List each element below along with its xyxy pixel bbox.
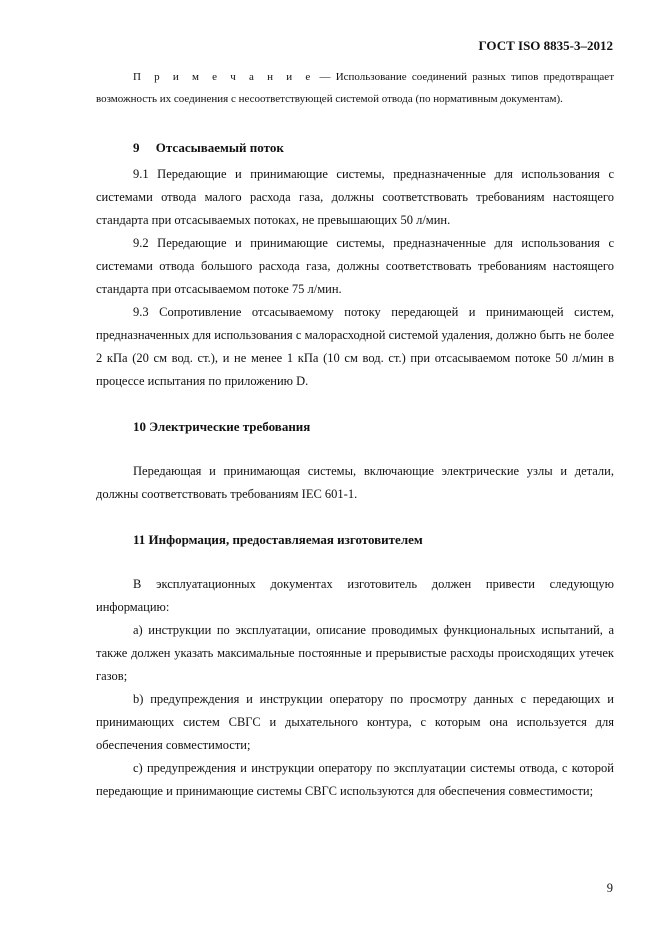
list-item-b: b) предупреждения и инструкции оператору по просмотру данных с передающих и принимающих систем СВГС и дыхательного контура, с которым она используется для обеспечения совместимости;	[96, 692, 614, 752]
section-10-heading: 10 Электрические требования	[133, 419, 311, 434]
document-header: ГОСТ ISO 8835-3–2012	[478, 38, 613, 53]
paragraph-9-2: 9.2 Передающие и принимающие системы, предназначенные для использования с системами отвода большого расхода газа, должны соответствовать требованиям настоящего стандарта при отсасываемом потоке 75 л/мин.	[96, 236, 614, 296]
section-9-heading: 9 Отсасываемый поток	[133, 140, 284, 155]
note-text: — Использование соединений разных типов предотвращает возможность их соединения с несоответствующей системой отвода (по нормативным документам).	[96, 71, 614, 105]
paragraph-9-1: 9.1 Передающие и принимающие системы, предназначенные для использования с системами отвода малого расхода газа, должны соответствовать требованиям настоящего стандарта при отсасываемых потоках, не превышающих 50 л/мин.	[96, 167, 614, 227]
list-item-c: c) предупреждения и инструкции оператору по эксплуатации системы отвода, с которой передающие и принимающие системы СВГС используются для обеспечения совместимости;	[96, 761, 614, 798]
page-content	[96, 66, 614, 803]
paragraph-9-3: 9.3 Сопротивление отсасываемому потоку передающей и принимающей систем, предназначенных для использования с малорасходной системой удаления, должно быть не более 2 кПа (20 см вод. ст.), и не менее 1 кПа (10 см вод. ст.) при отсасываемом потоке 50 л/мин в процессе испытания по приложению D.	[96, 305, 614, 388]
note-label: П р и м е ч а н и е	[133, 71, 315, 83]
paragraph-10: Передающая и принимающая системы, включающие электрические узлы и детали, должны соответствовать требованиям IEC 601-1.	[96, 464, 614, 501]
section-11-heading: 11 Информация, предоставляемая изготовителем	[133, 532, 423, 547]
list-item-a: а) инструкции по эксплуатации, описание проводимых функциональных испытаний, а также должен указать максимальные постоянные и прерывистые расходы происходящих утечек газов;	[96, 623, 614, 683]
paragraph-11: В эксплуатационных документах изготовитель должен привести следующую информацию:	[96, 577, 614, 614]
page-number: 9	[606, 881, 613, 895]
note-paragraph	[96, 66, 614, 110]
